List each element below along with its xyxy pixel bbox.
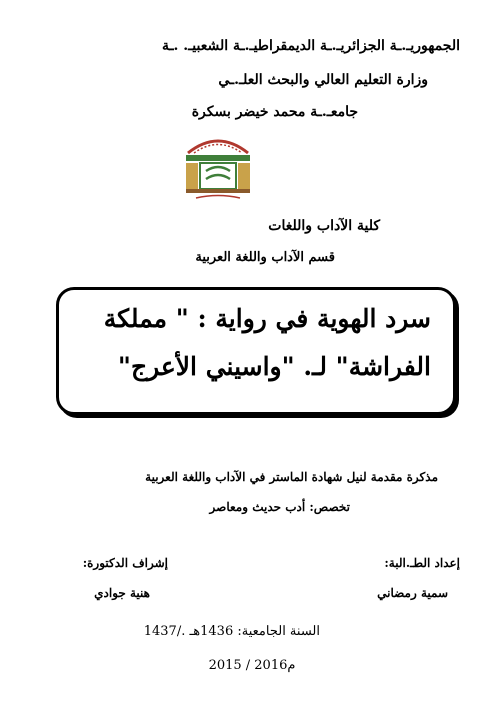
- republic-name: الجمهوريـ.ـة الجزائريـ.ـة الديمقراطيـ.ـة الشعبيـ. .ـة: [161, 38, 460, 54]
- title-line-2: الفراشة" لـ. "واسيني الأعرج": [117, 352, 431, 381]
- specialty: تخصص: أدب حديث ومعاصر: [209, 500, 350, 514]
- department-name: قسم الآداب واللغة العربية: [195, 250, 335, 265]
- university-name: جامعـ.ـة محمد خيضر بسكرة: [191, 104, 358, 120]
- student-name: سمية رمضاني: [377, 586, 448, 600]
- supervisor-label: إشراف الدكتورة:: [82, 556, 168, 570]
- thesis-note: مذكرة مقدمة لنيل شهادة الماستر في الآداب واللغة العربية: [145, 470, 438, 484]
- title-line-1: سرد الهوية في رواية : " مملكة: [103, 304, 431, 333]
- academic-year: السنة الجامعية: 1436هـ ./1437: [143, 624, 320, 639]
- title-box: [56, 287, 456, 415]
- gregorian-year: 2015 / 2016م: [208, 658, 296, 673]
- university-seal-icon: [178, 131, 258, 201]
- prepared-by-label: إعداد الطـ.البة:: [384, 556, 460, 570]
- supervisor-name: هنية جوادي: [94, 586, 150, 600]
- ministry-name: وزارة التعليم العالي والبحث العلـ.ـي: [218, 72, 428, 88]
- faculty-name: كلية الآداب واللغات: [268, 218, 380, 234]
